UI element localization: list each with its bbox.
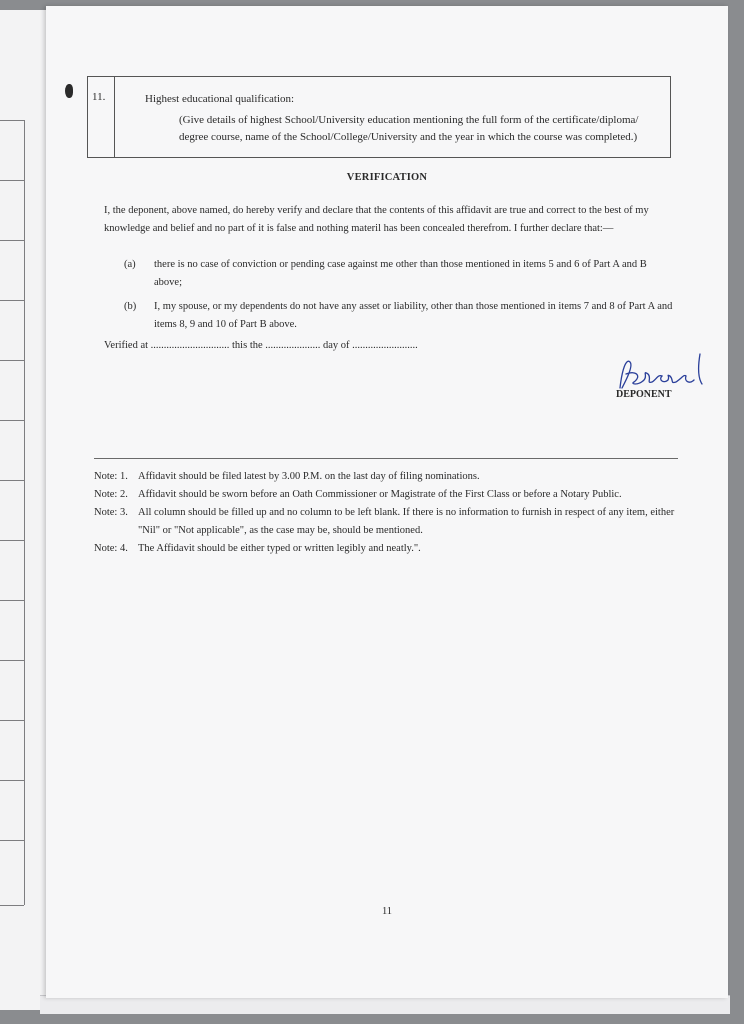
divider [94,458,678,459]
punch-hole [65,84,73,98]
page-number: 11 [381,906,393,917]
qualification-table [87,76,671,158]
note-label: Note: 4. [94,543,128,554]
document-page [46,6,728,998]
clause-a [124,256,676,292]
note-text: All column should be filled up and no column to be left blank. If there is no information to furnish in respect of any item, either "Nil" or "Not applicable", as the case may be, should be mentioned. [138,507,675,536]
clause-text: I, my spouse, or my dependents do not have any asset or liability, other than those mentioned in items 7 and 8 of Part A and items 8, 9 and 10 of Part B above. [154,301,673,330]
note-label: Note: 3. [94,507,128,518]
clause-label: (b) [124,301,137,312]
item-number: 11. [88,77,115,157]
table-border-line [24,120,25,905]
qualification-cell [115,77,670,157]
note-text: The Affidavit should be either typed or written legibly and neatly.". [138,543,421,554]
clause-label: (a) [124,259,136,270]
verification-heading: VERIFICATION [346,172,428,183]
notes-list [94,468,684,558]
note-item [94,504,684,540]
note-text: Affidavit should be sworn before an Oath Commissioner or Magistrate of the First Class or before a Notary Public. [138,489,622,500]
note-label: Note: 2. [94,489,128,500]
qualification-title: Highest educational qualification: [145,93,295,105]
note-label: Note: 1. [94,471,128,482]
note-text: Affidavit should be filed latest by 3.00 P.M. on the last day of filing nominations. [138,471,480,482]
note-item [94,486,684,504]
verified-at-line: Verified at .............................. this the ..................... day of ......................... [104,340,418,351]
clause-b [124,298,676,334]
verification-intro: I, the deponent, above named, do hereby verify and declare that the contents of this affidavit are true and correct to the best of my knowledge and belief and no part of it is false and nothing materil has been concealed therefrom. I further declare that:— [104,205,649,234]
deponent-label: DEPONENT [616,389,672,400]
qualification-detail: (Give details of highest School/University education mentioning the full form of the certificate/diploma/ degree course, name of the School/College/University and the year in which the course was completed.) [179,114,639,143]
note-item [94,468,684,486]
note-item [94,540,684,558]
clause-text: there is no case of conviction or pending case against me other than those mentioned in items 5 and 6 of Part A and B above; [154,259,647,288]
